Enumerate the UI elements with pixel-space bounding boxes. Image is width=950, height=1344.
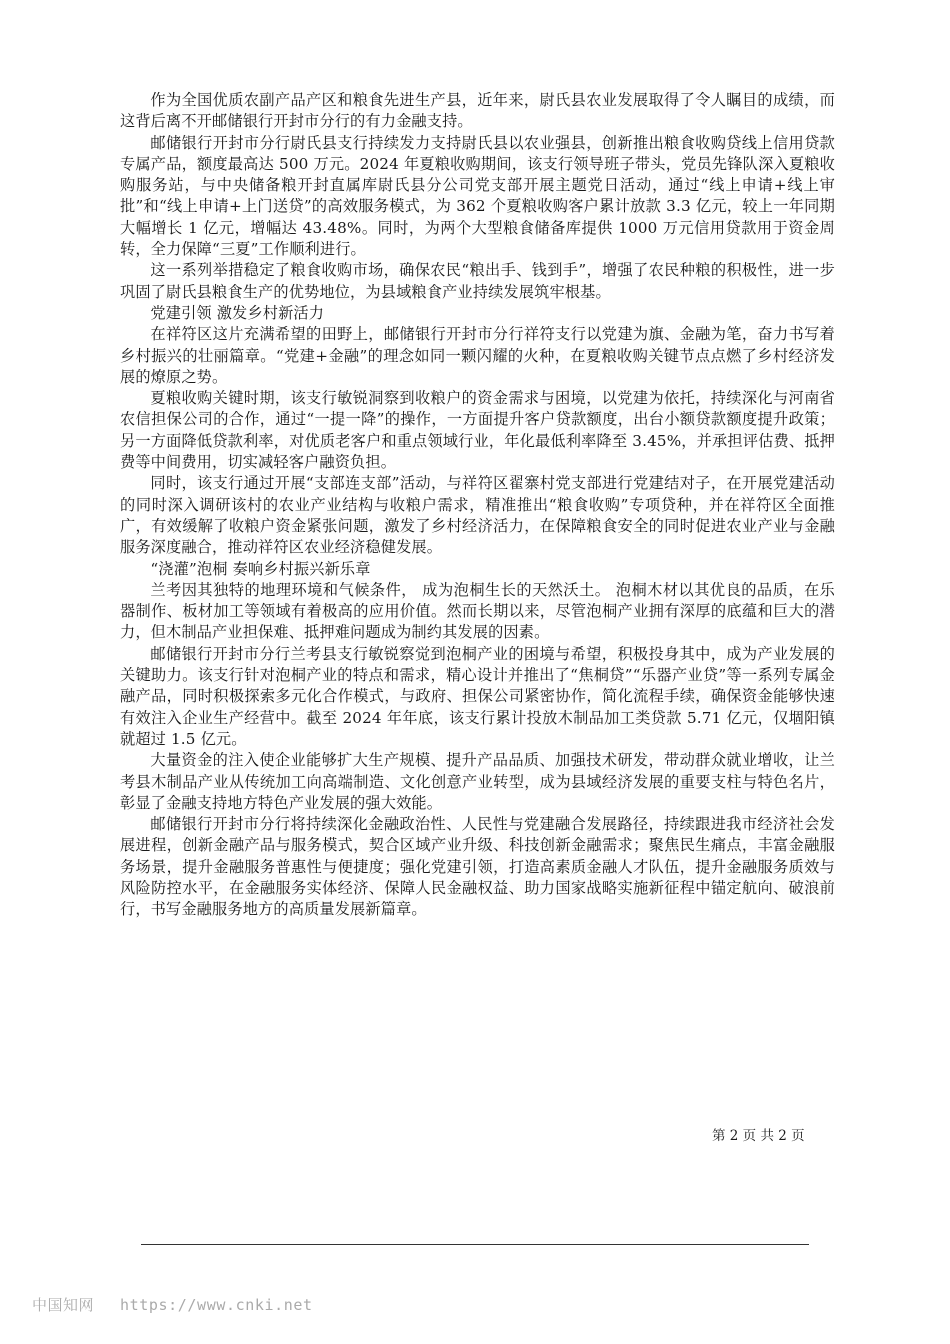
footer-divider (141, 1244, 809, 1245)
footer-watermark (32, 1294, 313, 1315)
paragraph: 大量资金的注入使企业能够扩大生产规模、提升产品品质、加强技术研发，带动群众就业增收，让兰考县木制品产业从传统加工向高端制造、文化创意产业转型，成为县域经济发展的重要支柱与特色名片，彰显了金融支持地方特色产业发展的强大效能。 (120, 751, 835, 812)
footer-url[interactable]: https://www.cnki.net (120, 1296, 313, 1314)
paragraph: 夏粮收购关键时期，该支行敏锐洞察到收粮户的资金需求与困境，以党建为依托，持续深化与河南省农信担保公司的合作，通过“一提一降”的操作，一方面提升客户贷款额度，出台小额贷款额度提升政策；另一方面降低贷款利率，对优质老客户和重点领域行业，年化最低利率降至 3.45%，并承担评估费、抵押费等中间费用，切实减轻客户融资负担。 (120, 389, 835, 472)
footer-brand: 中国知网 (32, 1296, 95, 1314)
paragraph: 在祥符区这片充满希望的田野上，邮储银行开封市分行祥符支行以党建为旗、金融为笔，奋力书写着乡村振兴的壮丽篇章。“党建+金融”的理念如同一颗闪耀的火种，在夏粮收购关键节点点燃了乡村经济发展的燎原之势。 (120, 325, 835, 386)
section-heading: 党建引领 激发乡村新活力 (150, 303, 325, 322)
paragraph: 作为全国优质农副产品产区和粮食先进生产县，近年来，尉氏县农业发展取得了令人瞩目的成绩，而这背后离不开邮储银行开封市分行的有力金融支持。 (120, 91, 835, 131)
article-body (120, 90, 835, 921)
paragraph: 兰考因其独特的地理环境和气候条件， 成为泡桐生长的天然沃土。 泡桐木材以其优良的品质，在乐器制作、板材加工等领域有着极高的应用价值。然而长期以来，尽管泡桐产业拥有深厚的底蕴和巨大的潜力，但木制品产业担保难、抵押难问题成为制约其发展的因素。 (120, 580, 835, 642)
paragraph: 这一系列举措稳定了粮食收购市场，确保农民“粮出手、钱到手”，增强了农民种粮的积极性，进一步巩固了尉氏县粮食生产的优势地位，为县域粮食产业持续发展筑牢根基。 (120, 261, 835, 301)
paragraph: 邮储银行开封市分行尉氏县支行持续发力支持尉氏县以农业强县，创新推出粮食收购贷线上信用贷款专属产品，额度最高达 500 万元。2024 年夏粮收购期间，该支行领导班子带头，党员先锋队深入夏粮收购服务站，与中央储备粮开封直属库尉氏县分公司党支部开展主题党日活动，通过“线上申请+线上审批”和“线上申请+上门送贷”的高效服务模式，为 362 个夏粮收购客户累计放款 3.3 亿元，较上一年同期大幅增长 1 亿元，增幅达 43.48%。同时，为两个大型粮食储备库提供 1000 万元信用贷款用于资金周转，全力保障“三夏”工作顺利进行。 (120, 133, 835, 259)
page-number: 第 2 页 共 2 页 (712, 1128, 805, 1144)
section-heading: “浇灌”泡桐 奏响乡村振兴新乐章 (150, 559, 371, 578)
paragraph: 邮储银行开封市分行兰考县支行敏锐察觉到泡桐产业的困境与希望，积极投身其中，成为产业发展的关键助力。该支行针对泡桐产业的特点和需求，精心设计并推出了“焦桐贷”“乐器产业贷”等一系列专属金融产品，同时积极探索多元化合作模式，与政府、担保公司紧密协作，简化流程手续，确保资金能够快速有效注入企业生产经营中。截至 2024 年年底，该支行累计投放木制品加工类贷款 5.71 亿元，仅堌阳镇就超过 1.5 亿元。 (120, 644, 835, 748)
paragraph: 同时，该支行通过开展“支部连支部”活动，与祥符区翟寨村党支部进行党建结对子，在开展党建活动的同时深入调研该村的农业产业结构与收粮户需求，精准推出“粮食收购”专项贷种，并在祥符区全面推广，有效缓解了收粮户资金紧张问题，激发了乡村经济活力，在保障粮食安全的同时促进农业产业与金融服务深度融合，推动祥符区农业经济稳健发展。 (120, 474, 835, 557)
paragraph: 邮储银行开封市分行将持续深化金融政治性、人民性与党建融合发展路径，持续跟进我市经济社会发展进程，创新金融产品与服务模式，契合区域产业升级、科技创新金融需求；聚焦民生痛点，丰富金融服务场景，提升金融服务普惠性与便捷度；强化党建引领，打造高素质金融人才队伍，提升金融服务质效与风险防控水平，在金融服务实体经济、保障人民金融权益、助力国家战略实施新征程中锚定航向、破浪前行，书写金融服务地方的高质量发展新篇章。 (120, 815, 835, 919)
